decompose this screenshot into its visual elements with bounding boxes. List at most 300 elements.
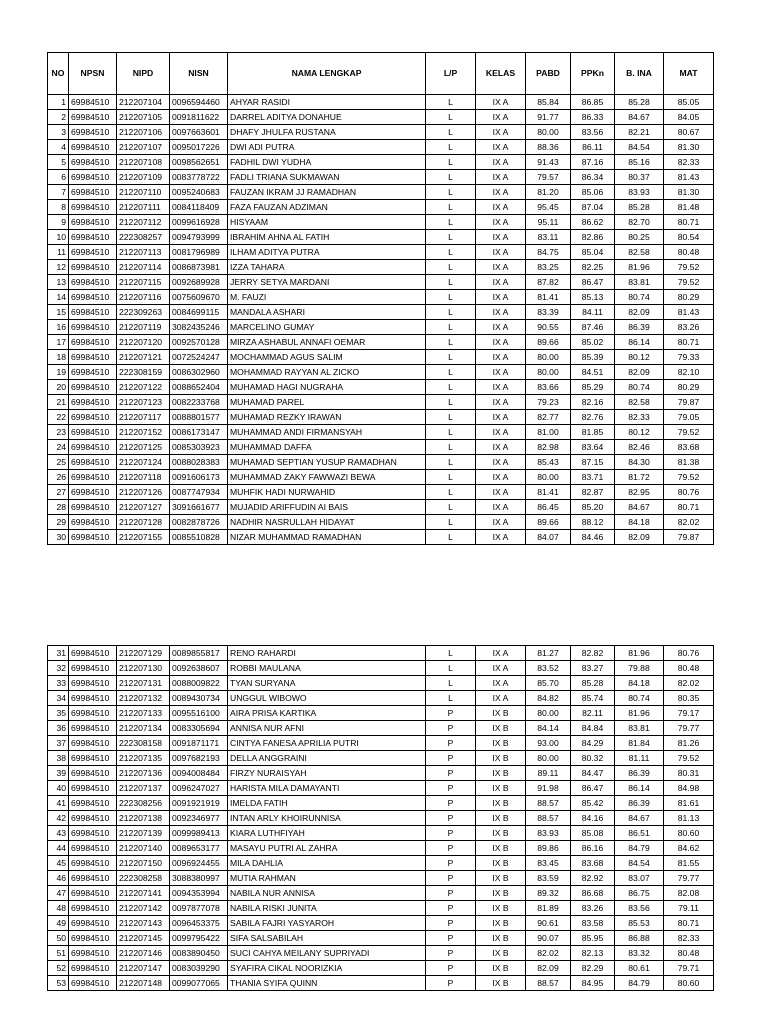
table-row: [48, 736, 714, 751]
cell-no: 15: [48, 305, 69, 320]
cell-nipd: 212207110: [117, 185, 170, 200]
cell-b-ina: 86.14: [615, 335, 664, 350]
cell-mat: 81.26: [664, 736, 714, 751]
cell-lp: L: [426, 290, 476, 305]
cell-pabd: 83.25: [526, 260, 571, 275]
cell-no: 7: [48, 185, 69, 200]
cell-nama-lengkap: FADLI TRIANA SUKMAWAN: [228, 170, 426, 185]
cell-nisn: 3088380997: [170, 871, 228, 886]
cell-ppkn: 86.34: [571, 170, 615, 185]
cell-pabd: 89.66: [526, 515, 571, 530]
cell-pabd: 80.00: [526, 125, 571, 140]
cell-ppkn: 86.62: [571, 215, 615, 230]
cell-kelas: IX B: [476, 886, 526, 901]
table-row: [48, 976, 714, 991]
cell-ppkn: 82.13: [571, 946, 615, 961]
cell-no: 12: [48, 260, 69, 275]
cell-npsn: 69984510: [69, 811, 117, 826]
cell-nisn: 0095516100: [170, 706, 228, 721]
cell-npsn: 69984510: [69, 901, 117, 916]
cell-b-ina: 84.30: [615, 455, 664, 470]
cell-nipd: 212207133: [117, 706, 170, 721]
cell-npsn: 69984510: [69, 976, 117, 991]
cell-b-ina: 80.25: [615, 230, 664, 245]
cell-ppkn: 83.27: [571, 661, 615, 676]
cell-mat: 80.35: [664, 691, 714, 706]
cell-nipd: 212207122: [117, 380, 170, 395]
cell-npsn: 69984510: [69, 886, 117, 901]
cell-nama-lengkap: HISYAAM: [228, 215, 426, 230]
cell-no: 16: [48, 320, 69, 335]
cell-npsn: 69984510: [69, 946, 117, 961]
cell-nipd: 212207135: [117, 751, 170, 766]
cell-nama-lengkap: FIRZY NURAISYAH: [228, 766, 426, 781]
cell-nipd: 212207126: [117, 485, 170, 500]
cell-nisn: 0089430734: [170, 691, 228, 706]
cell-pabd: 89.11: [526, 766, 571, 781]
cell-nipd: 212207148: [117, 976, 170, 991]
cell-pabd: 88.57: [526, 976, 571, 991]
cell-no: 22: [48, 410, 69, 425]
cell-npsn: 69984510: [69, 335, 117, 350]
cell-b-ina: 82.46: [615, 440, 664, 455]
cell-nisn: 0085510828: [170, 530, 228, 545]
cell-nisn: 0097682193: [170, 751, 228, 766]
cell-ppkn: 83.64: [571, 440, 615, 455]
cell-no: 50: [48, 931, 69, 946]
cell-npsn: 69984510: [69, 856, 117, 871]
cell-no: 19: [48, 365, 69, 380]
cell-lp: P: [426, 796, 476, 811]
cell-lp: L: [426, 125, 476, 140]
cell-npsn: 69984510: [69, 691, 117, 706]
cell-no: 45: [48, 856, 69, 871]
cell-no: 26: [48, 470, 69, 485]
cell-pabd: 80.00: [526, 751, 571, 766]
cell-ppkn: 86.47: [571, 275, 615, 290]
cell-mat: 82.08: [664, 886, 714, 901]
cell-pabd: 79.23: [526, 395, 571, 410]
cell-nisn: 0091871171: [170, 736, 228, 751]
cell-nipd: 212207120: [117, 335, 170, 350]
cell-mat: 81.30: [664, 140, 714, 155]
cell-b-ina: 85.28: [615, 95, 664, 110]
grades-table-1: [47, 52, 714, 545]
cell-lp: L: [426, 676, 476, 691]
cell-no: 17: [48, 335, 69, 350]
cell-lp: P: [426, 706, 476, 721]
cell-kelas: IX A: [476, 500, 526, 515]
cell-ppkn: 83.26: [571, 901, 615, 916]
cell-nama-lengkap: SYAFIRA CIKAL NOORIZKIA: [228, 961, 426, 976]
cell-b-ina: 84.67: [615, 110, 664, 125]
cell-no: 20: [48, 380, 69, 395]
cell-mat: 79.52: [664, 751, 714, 766]
cell-pabd: 81.27: [526, 646, 571, 661]
cell-lp: P: [426, 946, 476, 961]
cell-no: 1: [48, 95, 69, 110]
cell-lp: L: [426, 515, 476, 530]
cell-kelas: IX A: [476, 185, 526, 200]
cell-kelas: IX B: [476, 976, 526, 991]
table-row: [48, 530, 714, 545]
cell-kelas: IX B: [476, 871, 526, 886]
header-b-ina: B. INA: [615, 53, 664, 95]
cell-nisn: 0075609670: [170, 290, 228, 305]
cell-npsn: 69984510: [69, 871, 117, 886]
cell-pabd: 84.07: [526, 530, 571, 545]
cell-ppkn: 82.76: [571, 410, 615, 425]
cell-nisn: 0083890450: [170, 946, 228, 961]
cell-b-ina: 81.11: [615, 751, 664, 766]
cell-kelas: IX B: [476, 751, 526, 766]
cell-lp: L: [426, 95, 476, 110]
cell-nama-lengkap: DWI ADI PUTRA: [228, 140, 426, 155]
cell-nisn: 0099989413: [170, 826, 228, 841]
cell-mat: 80.60: [664, 826, 714, 841]
cell-nama-lengkap: IBRAHIM AHNA AL FATIH: [228, 230, 426, 245]
cell-npsn: 69984510: [69, 515, 117, 530]
grades-table-2: [47, 645, 714, 991]
cell-nipd: 212207121: [117, 350, 170, 365]
cell-b-ina: 83.56: [615, 901, 664, 916]
cell-lp: P: [426, 781, 476, 796]
table-row: [48, 515, 714, 530]
table-row: [48, 215, 714, 230]
cell-pabd: 91.98: [526, 781, 571, 796]
cell-ppkn: 83.58: [571, 916, 615, 931]
cell-b-ina: 82.95: [615, 485, 664, 500]
cell-nama-lengkap: IMELDA FATIH: [228, 796, 426, 811]
cell-ppkn: 87.46: [571, 320, 615, 335]
cell-kelas: IX B: [476, 826, 526, 841]
cell-no: 47: [48, 886, 69, 901]
cell-npsn: 69984510: [69, 455, 117, 470]
cell-kelas: IX A: [476, 470, 526, 485]
cell-nisn: 0099616928: [170, 215, 228, 230]
cell-pabd: 88.57: [526, 796, 571, 811]
cell-kelas: IX A: [476, 275, 526, 290]
cell-pabd: 90.61: [526, 916, 571, 931]
cell-nisn: 0095240683: [170, 185, 228, 200]
cell-nipd: 212207141: [117, 886, 170, 901]
cell-ppkn: 86.47: [571, 781, 615, 796]
cell-pabd: 84.14: [526, 721, 571, 736]
cell-mat: 81.43: [664, 305, 714, 320]
cell-nipd: 212207119: [117, 320, 170, 335]
cell-lp: P: [426, 721, 476, 736]
cell-nama-lengkap: ANNISA NUR AFNI: [228, 721, 426, 736]
cell-b-ina: 80.61: [615, 961, 664, 976]
cell-nisn: 0094793999: [170, 230, 228, 245]
cell-lp: P: [426, 931, 476, 946]
cell-b-ina: 86.51: [615, 826, 664, 841]
cell-npsn: 69984510: [69, 305, 117, 320]
cell-no: 4: [48, 140, 69, 155]
cell-nisn: 0098562651: [170, 155, 228, 170]
cell-lp: P: [426, 901, 476, 916]
cell-nisn: 0082233768: [170, 395, 228, 410]
header-mat: MAT: [664, 53, 714, 95]
cell-kelas: IX B: [476, 841, 526, 856]
cell-no: 33: [48, 676, 69, 691]
cell-nisn: 0092689928: [170, 275, 228, 290]
cell-nama-lengkap: DHAFY JHULFA RUSTANA: [228, 125, 426, 140]
header-ppkn: PPKn: [571, 53, 615, 95]
cell-lp: L: [426, 335, 476, 350]
cell-nipd: 212207140: [117, 841, 170, 856]
cell-b-ina: 82.70: [615, 215, 664, 230]
cell-nama-lengkap: KIARA LUTHFIYAH: [228, 826, 426, 841]
cell-pabd: 82.09: [526, 961, 571, 976]
cell-mat: 80.76: [664, 646, 714, 661]
cell-nama-lengkap: MUHAMAD PAREL: [228, 395, 426, 410]
cell-ppkn: 85.08: [571, 826, 615, 841]
cell-nisn: 0094353994: [170, 886, 228, 901]
cell-no: 10: [48, 230, 69, 245]
cell-pabd: 81.41: [526, 485, 571, 500]
table-row: [48, 646, 714, 661]
cell-no: 28: [48, 500, 69, 515]
cell-lp: L: [426, 455, 476, 470]
cell-mat: 80.54: [664, 230, 714, 245]
cell-nama-lengkap: NADHIR NASRULLAH HIDAYAT: [228, 515, 426, 530]
cell-no: 34: [48, 691, 69, 706]
cell-nama-lengkap: INTAN ARLY KHOIRUNNISA: [228, 811, 426, 826]
cell-nipd: 212207125: [117, 440, 170, 455]
cell-mat: 82.02: [664, 515, 714, 530]
cell-nisn: 0086873981: [170, 260, 228, 275]
cell-b-ina: 82.09: [615, 365, 664, 380]
cell-npsn: 69984510: [69, 916, 117, 931]
cell-lp: P: [426, 751, 476, 766]
cell-nipd: 212207128: [117, 515, 170, 530]
cell-nisn: 0099077065: [170, 976, 228, 991]
cell-mat: 80.48: [664, 661, 714, 676]
cell-npsn: 69984510: [69, 470, 117, 485]
cell-nama-lengkap: FAZA FAUZAN ADZIMAN: [228, 200, 426, 215]
cell-nisn: 0083778722: [170, 170, 228, 185]
cell-ppkn: 83.56: [571, 125, 615, 140]
cell-mat: 80.29: [664, 380, 714, 395]
cell-nipd: 212207136: [117, 766, 170, 781]
cell-lp: L: [426, 320, 476, 335]
cell-mat: 83.68: [664, 440, 714, 455]
cell-b-ina: 82.58: [615, 245, 664, 260]
cell-nisn: 0094008484: [170, 766, 228, 781]
cell-npsn: 69984510: [69, 425, 117, 440]
cell-nama-lengkap: SABILA FAJRI YASYAROH: [228, 916, 426, 931]
cell-nama-lengkap: MUHAMAD REZKY IRAWAN: [228, 410, 426, 425]
cell-b-ina: 82.58: [615, 395, 664, 410]
cell-nipd: 212207137: [117, 781, 170, 796]
cell-nama-lengkap: SUCI CAHYA MEILANY SUPRIYADI: [228, 946, 426, 961]
cell-kelas: IX B: [476, 811, 526, 826]
cell-pabd: 83.11: [526, 230, 571, 245]
cell-nisn: 0087747934: [170, 485, 228, 500]
cell-npsn: 69984510: [69, 155, 117, 170]
cell-nipd: 222308256: [117, 796, 170, 811]
cell-ppkn: 80.32: [571, 751, 615, 766]
cell-ppkn: 84.84: [571, 721, 615, 736]
cell-ppkn: 84.95: [571, 976, 615, 991]
cell-b-ina: 80.37: [615, 170, 664, 185]
cell-kelas: IX A: [476, 200, 526, 215]
table-row: [48, 706, 714, 721]
cell-mat: 79.52: [664, 470, 714, 485]
cell-no: 52: [48, 961, 69, 976]
cell-lp: L: [426, 425, 476, 440]
cell-nipd: 212207124: [117, 455, 170, 470]
cell-pabd: 81.41: [526, 290, 571, 305]
cell-nipd: 212207113: [117, 245, 170, 260]
cell-nipd: 212207130: [117, 661, 170, 676]
cell-nisn: 3082435246: [170, 320, 228, 335]
cell-nipd: 212207152: [117, 425, 170, 440]
cell-pabd: 91.77: [526, 110, 571, 125]
cell-kelas: IX A: [476, 230, 526, 245]
cell-nipd: 212207116: [117, 290, 170, 305]
cell-mat: 81.55: [664, 856, 714, 871]
cell-nama-lengkap: DELLA ANGGRAINI: [228, 751, 426, 766]
table-row: [48, 110, 714, 125]
cell-no: 41: [48, 796, 69, 811]
cell-no: 53: [48, 976, 69, 991]
table-row: [48, 766, 714, 781]
table-row: [48, 380, 714, 395]
cell-ppkn: 86.68: [571, 886, 615, 901]
cell-nama-lengkap: TYAN SURYANA: [228, 676, 426, 691]
cell-b-ina: 82.09: [615, 305, 664, 320]
cell-lp: P: [426, 961, 476, 976]
cell-nama-lengkap: ROBBI MAULANA: [228, 661, 426, 676]
table-row: [48, 125, 714, 140]
cell-no: 18: [48, 350, 69, 365]
table-row: [48, 395, 714, 410]
cell-b-ina: 83.07: [615, 871, 664, 886]
table-row: [48, 691, 714, 706]
cell-ppkn: 86.11: [571, 140, 615, 155]
cell-no: 32: [48, 661, 69, 676]
cell-mat: 85.05: [664, 95, 714, 110]
cell-nama-lengkap: MUJADID ARIFFUDIN AI BAIS: [228, 500, 426, 515]
cell-npsn: 69984510: [69, 410, 117, 425]
cell-nipd: 212207112: [117, 215, 170, 230]
cell-npsn: 69984510: [69, 751, 117, 766]
cell-npsn: 69984510: [69, 230, 117, 245]
cell-b-ina: 84.54: [615, 140, 664, 155]
cell-nipd: 212207118: [117, 470, 170, 485]
cell-pabd: 91.43: [526, 155, 571, 170]
cell-b-ina: 86.39: [615, 766, 664, 781]
table-row: [48, 245, 714, 260]
cell-kelas: IX A: [476, 410, 526, 425]
cell-no: 21: [48, 395, 69, 410]
cell-nama-lengkap: MUHAMMAD ANDI FIRMANSYAH: [228, 425, 426, 440]
cell-npsn: 69984510: [69, 646, 117, 661]
cell-mat: 80.31: [664, 766, 714, 781]
cell-npsn: 69984510: [69, 826, 117, 841]
cell-nisn: 3091661677: [170, 500, 228, 515]
cell-nama-lengkap: CINTYA FANESA APRILIA PUTRI: [228, 736, 426, 751]
table-row: [48, 781, 714, 796]
cell-kelas: IX B: [476, 721, 526, 736]
cell-nama-lengkap: NIZAR MUHAMMAD RAMADHAN: [228, 530, 426, 545]
cell-nisn: 0088009822: [170, 676, 228, 691]
cell-pabd: 85.84: [526, 95, 571, 110]
cell-kelas: IX B: [476, 781, 526, 796]
cell-lp: L: [426, 500, 476, 515]
cell-nisn: 0083039290: [170, 961, 228, 976]
table-row: [48, 901, 714, 916]
cell-ppkn: 84.11: [571, 305, 615, 320]
cell-kelas: IX A: [476, 440, 526, 455]
cell-no: 8: [48, 200, 69, 215]
cell-nisn: 0092346977: [170, 811, 228, 826]
cell-nisn: 0088028383: [170, 455, 228, 470]
cell-lp: P: [426, 841, 476, 856]
cell-lp: P: [426, 871, 476, 886]
cell-nisn: 0083305694: [170, 721, 228, 736]
cell-kelas: IX A: [476, 646, 526, 661]
cell-ppkn: 85.06: [571, 185, 615, 200]
cell-nisn: 0091811622: [170, 110, 228, 125]
cell-ppkn: 85.20: [571, 500, 615, 515]
table-row: [48, 455, 714, 470]
table-row: [48, 856, 714, 871]
cell-b-ina: 81.96: [615, 260, 664, 275]
cell-mat: 81.61: [664, 796, 714, 811]
cell-ppkn: 82.16: [571, 395, 615, 410]
table-row: [48, 871, 714, 886]
cell-nipd: 222308258: [117, 871, 170, 886]
cell-no: 51: [48, 946, 69, 961]
cell-mat: 80.60: [664, 976, 714, 991]
cell-no: 39: [48, 766, 69, 781]
cell-pabd: 95.11: [526, 215, 571, 230]
cell-kelas: IX B: [476, 856, 526, 871]
cell-no: 24: [48, 440, 69, 455]
cell-kelas: IX A: [476, 125, 526, 140]
cell-ppkn: 85.42: [571, 796, 615, 811]
cell-b-ina: 86.88: [615, 931, 664, 946]
cell-kelas: IX B: [476, 931, 526, 946]
cell-mat: 80.29: [664, 290, 714, 305]
cell-ppkn: 82.86: [571, 230, 615, 245]
cell-ppkn: 87.15: [571, 455, 615, 470]
cell-nipd: 212207155: [117, 530, 170, 545]
cell-npsn: 69984510: [69, 185, 117, 200]
table-row: [48, 200, 714, 215]
cell-npsn: 69984510: [69, 661, 117, 676]
cell-kelas: IX A: [476, 170, 526, 185]
cell-kelas: IX A: [476, 290, 526, 305]
cell-lp: L: [426, 230, 476, 245]
cell-nama-lengkap: JERRY SETYA MARDANI: [228, 275, 426, 290]
cell-ppkn: 87.16: [571, 155, 615, 170]
cell-no: 14: [48, 290, 69, 305]
table-row: [48, 260, 714, 275]
cell-ppkn: 82.25: [571, 260, 615, 275]
cell-pabd: 80.00: [526, 470, 571, 485]
cell-kelas: IX A: [476, 661, 526, 676]
cell-npsn: 69984510: [69, 931, 117, 946]
cell-b-ina: 83.81: [615, 275, 664, 290]
table-row: [48, 826, 714, 841]
cell-mat: 79.11: [664, 901, 714, 916]
cell-ppkn: 85.04: [571, 245, 615, 260]
cell-lp: P: [426, 736, 476, 751]
